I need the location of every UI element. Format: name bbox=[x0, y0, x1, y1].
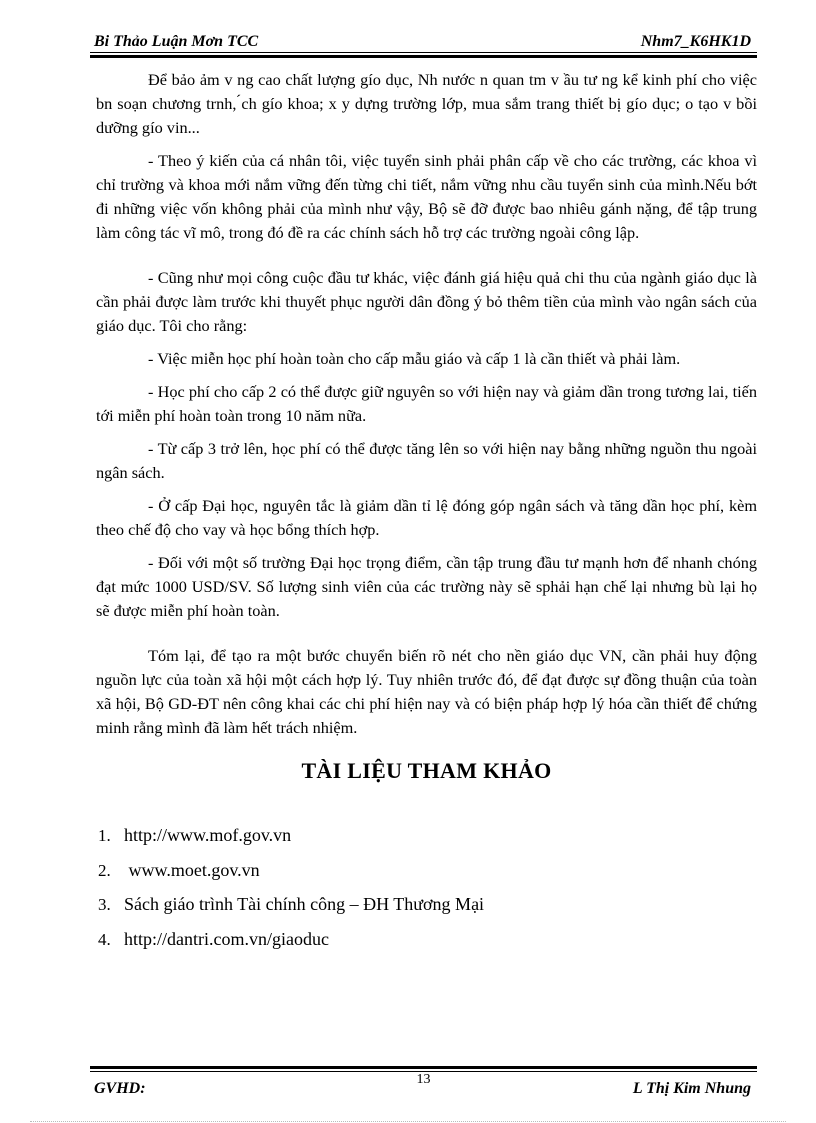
paragraph-level2: - Học phí cho cấp 2 có thể được giữ nguyên so với hiện nay và giảm dần trong tương lai, tiến tới miễn phí hoàn toàn trong 10 năm nữa. bbox=[96, 382, 757, 425]
reference-number: 4. bbox=[98, 929, 111, 949]
footer-advisor-label: GVHD: bbox=[94, 1080, 146, 1097]
reference-link: www.moet.gov.vn bbox=[124, 859, 260, 880]
reference-number: 1. bbox=[98, 826, 111, 845]
reference-text: Sách giáo trình Tài chính công – ĐH Thương Mại bbox=[124, 894, 485, 914]
paragraph-university: - Ở cấp Đại học, nguyên tắc là giảm dần tỉ lệ đóng góp ngân sách và tăng dần học phí, kèm theo chế độ cho vay và học bổng thích hợp. bbox=[96, 496, 757, 539]
paragraph-key-universities: - Đối với một số trường Đại học trọng điểm, cần tập trung đầu tư mạnh hơn để nhanh chóng đạt mức 1000 USD/SV. Số lượng sinh viên của các trường này sẽ sphải hạn chế lại nhưng bù lại họ sẽ được miễn phí hoàn toàn. bbox=[96, 553, 757, 620]
reference-number: 3. bbox=[98, 895, 111, 914]
footer-author-name: L Thị Kim Nhung bbox=[632, 1080, 751, 1097]
header-course-title: Bi Thảo Luận Mơn TCC bbox=[94, 33, 259, 50]
references-heading: TÀI LIỆU THAM KHẢO bbox=[301, 758, 552, 783]
page-footer bbox=[90, 1066, 757, 1106]
references-list bbox=[96, 820, 757, 958]
page-number: 13 bbox=[416, 1072, 431, 1087]
paragraph-admissions: - Theo ý kiến của cá nhân tôi, việc tuyển sinh phải phân cấp về cho các trường, các khoa vì chỉ trường và khoa mới nắm vững đến từng chi tiết, nắm vững nhu cầu tuyển sinh của mình.Nếu bớt đi những việc vốn không phải của mình như vậy, Bộ sẽ đỡ được bao nhiêu gánh nặng, để tập trung làm công tác vĩ mô, trong đó đề ra các chính sách hỗ trợ các trường ngoài công lập. bbox=[96, 151, 757, 242]
header-group-code: Nhm7_K6HK1D bbox=[640, 33, 751, 50]
reference-item bbox=[98, 820, 757, 855]
header-rule bbox=[90, 52, 757, 58]
page-bottom-border bbox=[30, 1121, 786, 1122]
reference-link: http://www.mof.gov.vn bbox=[124, 825, 292, 845]
paragraph-preschool: - Việc miễn học phí hoàn toàn cho cấp mẫu giáo và cấp 1 là cần thiết và phải làm. bbox=[148, 349, 681, 368]
page-header bbox=[90, 28, 757, 58]
reference-item bbox=[98, 924, 757, 959]
paragraph-conclusion: Tóm lại, để tạo ra một bước chuyển biến rõ nét cho nền giáo dục VN, cần phải huy động nguồn lực của toàn xã hội một cách hợp lý. Tuy nhiên trước đó, để đạt được sự đồng thuận của toàn xã hội, Bộ GD-ĐT nên công khai các chi phí hiện nay và có biện pháp hợp lý hóa cần thiết để chứng minh rằng mình đã làm hết trách nhiệm. bbox=[96, 646, 757, 737]
reference-item bbox=[98, 855, 757, 890]
reference-link: http://dantri.com.vn/giaoduc bbox=[124, 928, 329, 949]
reference-number: 2. bbox=[98, 860, 111, 880]
paragraph-level3: - Từ cấp 3 trở lên, học phí có thể được tăng lên so với hiện nay bằng những nguồn thu ngoài ngân sách. bbox=[96, 439, 757, 482]
paragraph-intro: Để bảo ảm v ng cao chất lượng gío dục, Nh nước n quan tm v ầu tư ng kể kinh phí cho việc bn soạn chương trnh, ́ch gío khoa; x y dựng trường lớp, mua sắm trang thiết bị gío dục; o tạo v bồi dưỡng gío vin... bbox=[96, 70, 757, 137]
reference-item bbox=[98, 889, 757, 924]
paragraph-efficiency: - Cũng như mọi công cuộc đầu tư khác, việc đánh giá hiệu quả chi thu của ngành giáo dục là cần phải được làm trước khi thuyết phục người dân đồng ý bỏ thêm tiền của mình vào ngân sách của giáo dục. Tôi cho rằng: bbox=[96, 268, 757, 335]
document-body bbox=[96, 68, 757, 958]
